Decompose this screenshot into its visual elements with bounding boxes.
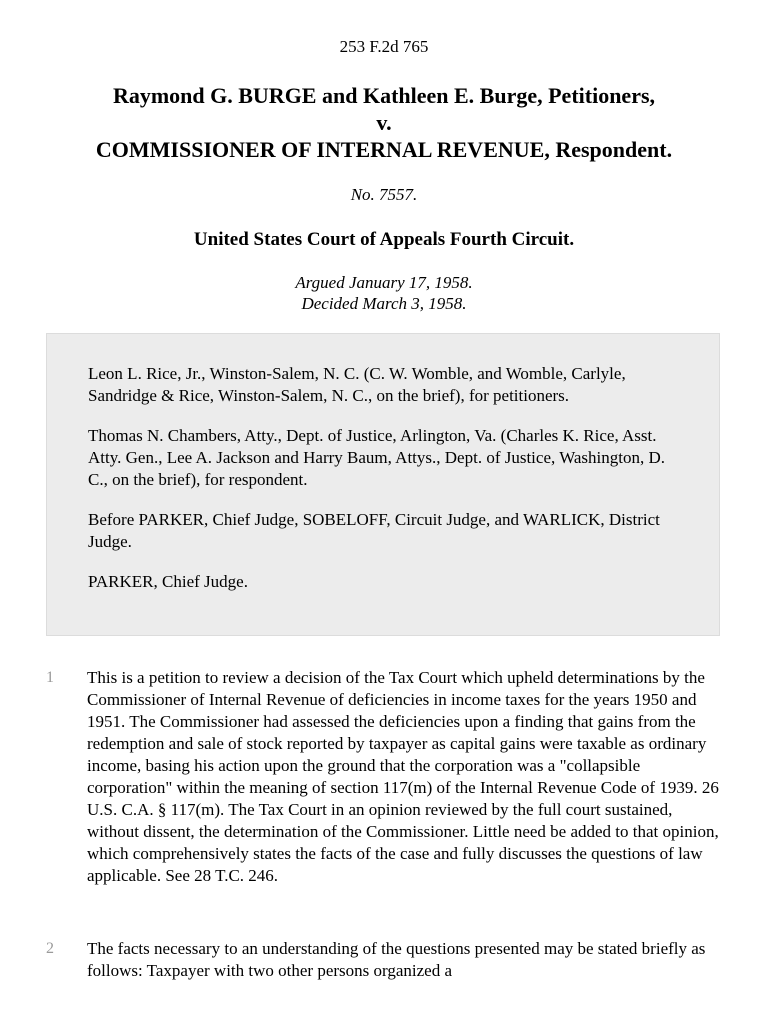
counsel-petitioners: Leon L. Rice, Jr., Winston-Salem, N. C. (C. W. Womble, and Womble, Carlyle, Sandridge & Rice, Winston-Salem, N. C., on the brief), for petitioners. (88, 364, 626, 405)
caption-petitioners: Raymond G. BURGE and Kathleen E. Burge, Petitioners, (112, 83, 656, 108)
case-caption (0, 82, 768, 163)
counsel-respondent: Thomas N. Chambers, Atty., Dept. of Justice, Arlington, Va. (Charles K. Rice, Asst. Atty. Gen., Lee A. Jackson and Harry Baum, Attys., Dept. of Justice, Washington, D. C., on the brief), for respondent. (88, 426, 666, 489)
docket-number: No. 7557. (350, 185, 418, 204)
citation: 253 F.2d 765 (339, 37, 429, 56)
opinion-author: PARKER, Chief Judge. (88, 572, 248, 591)
judges-panel: Before PARKER, Chief Judge, SOBELOFF, Circuit Judge, and WARLICK, District Judge. (88, 510, 660, 551)
argued-date: Argued January 17, 1958. (295, 273, 473, 292)
court-name: United States Court of Appeals Fourth Circuit. (193, 229, 575, 250)
paragraph-text: The facts necessary to an understanding of the questions presented may be stated briefly as follows: Taxpayer with two other persons organized a (87, 939, 706, 980)
decided-date: Decided March 3, 1958. (301, 294, 467, 313)
counsel-box (46, 333, 720, 636)
case-dates (0, 272, 768, 314)
paragraph-number: 1 (46, 669, 54, 686)
paragraph-text: This is a petition to review a decision of the Tax Court which upheld determinations by the Commissioner of Internal Revenue of deficiencies in income taxes for the years 1950 and 1951. The Commissioner had assessed the deficiencies upon a finding that gains from the redemption and sale of stock reported by taxpayer as capital gains were taxable as ordinary income, basing his action upon the ground that the corporation was a "collapsible corporation" within the meaning of section 117(m) of the Internal Revenue Code of 1939. 26 U.S. C.A. § 117(m). The Tax Court in an opinion reviewed by the full court sustained, without dissent, the determination of the Commissioner. Little need be added to that opinion, which comprehensively states the facts of the case and fully discusses the questions of law applicable. See 28 T.C. 246. (87, 668, 719, 885)
paragraph-number: 2 (46, 940, 54, 957)
caption-versus: v. (376, 110, 392, 135)
caption-respondent: COMMISSIONER OF INTERNAL REVENUE, Respondent. (95, 137, 673, 162)
